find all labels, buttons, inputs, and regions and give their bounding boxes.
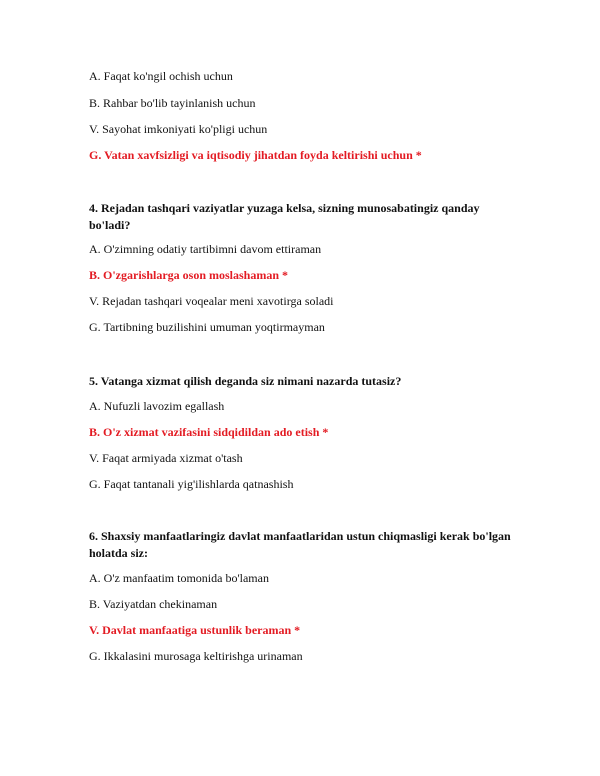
question-6-text: 6. Shaxsiy manfaatlaringiz davlat manfaatlaridan ustun chiqmasligi kerak bo'lgan holatda siz: — [89, 529, 511, 560]
q4-option-v: V. Rejadan tashqari voqealar meni xavotirga soladi — [89, 294, 334, 308]
q4-option-g: G. Tartibning buzilishini umuman yoqtirmayman — [89, 320, 325, 334]
q6-option-b: B. Vaziyatdan chekinaman — [89, 597, 218, 611]
q5-option-b-correct: B. O'z xizmat vazifasini sidqidildan ado etish * — [89, 425, 329, 439]
prev-option-v: V. Sayohat imkoniyati ko'pligi uchun — [89, 122, 268, 136]
q4-option-a: A. O'zimning odatiy tartibimni davom ettiraman — [89, 242, 322, 256]
prev-option-b: B. Rahbar bo'lib tayinlanish uchun — [89, 96, 256, 110]
q6-option-a: A. O'z manfaatim tomonida bo'laman — [89, 571, 269, 585]
question-5-text: 5. Vatanga xizmat qilish deganda siz nimani nazarda tutasiz? — [89, 374, 402, 388]
q5-option-v: V. Faqat armiyada xizmat o'tash — [89, 451, 243, 465]
prev-option-a: A. Faqat ko'ngil ochish uchun — [89, 69, 233, 83]
q6-option-v-correct: V. Davlat manfaatiga ustunlik beraman * — [89, 623, 301, 637]
prev-option-g-correct: G. Vatan xavfsizligi va iqtisodiy jihatdan foyda keltirishi uchun * — [89, 148, 422, 162]
q5-option-a: A. Nufuzli lavozim egallash — [89, 399, 225, 413]
q6-option-g: G. Ikkalasini murosaga keltirishga urinaman — [89, 649, 303, 663]
q5-option-g: G. Faqat tantanali yig'ilishlarda qatnashish — [89, 477, 294, 491]
q4-option-b-correct: B. O'zgarishlarga oson moslashaman * — [89, 268, 289, 282]
question-4-text: 4. Rejadan tashqari vaziyatlar yuzaga kelsa, sizning munosabatingiz qanday bo'ladi? — [89, 201, 480, 232]
